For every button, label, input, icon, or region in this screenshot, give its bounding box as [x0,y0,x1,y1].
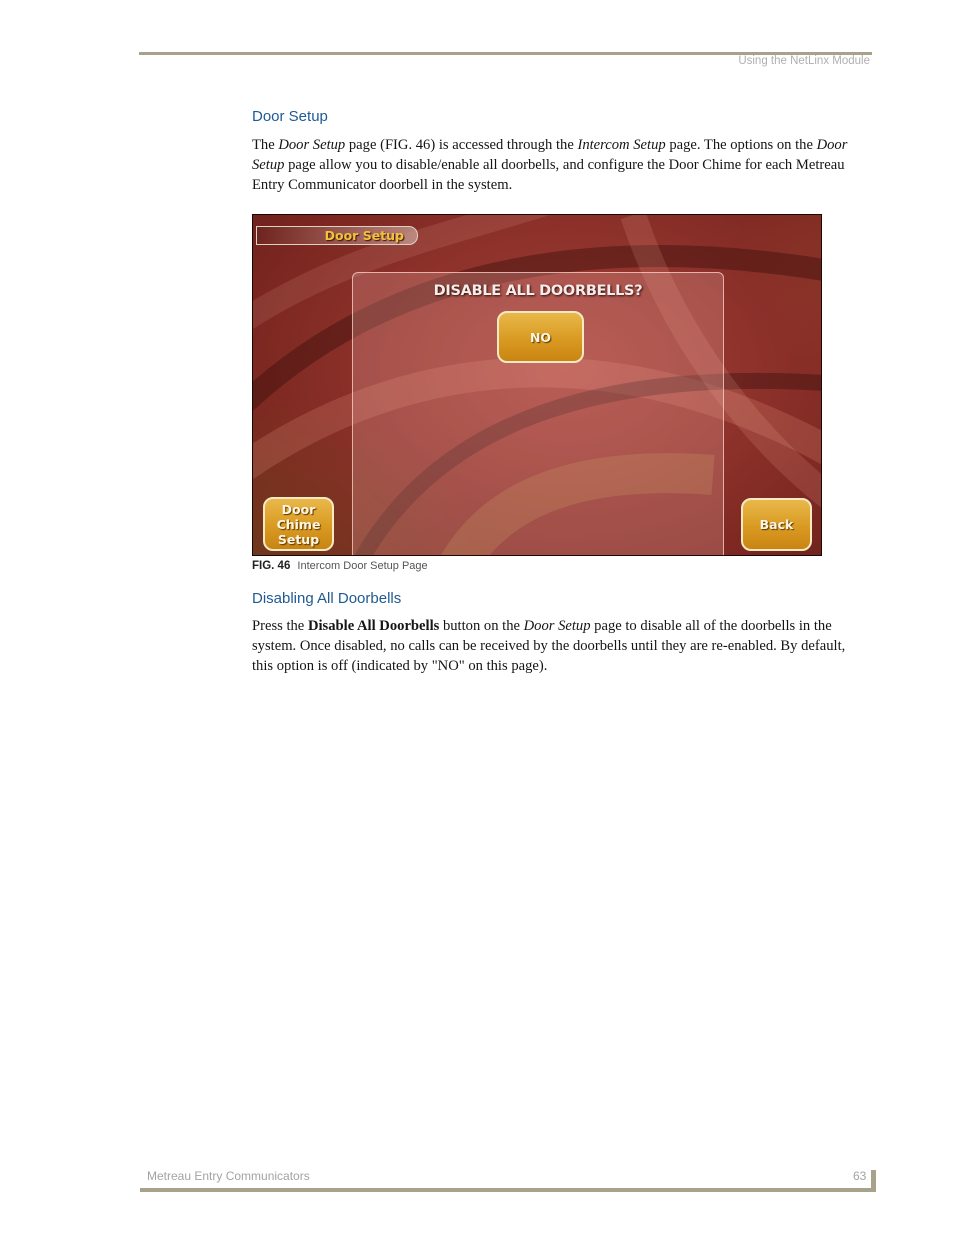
section-heading-door-setup: Door Setup [252,108,328,125]
text-run: page (FIG. 46) is accessed through the [345,137,578,153]
door-setup-screenshot [252,214,822,556]
footer-rule [140,1188,873,1192]
page-title-tab: Door Setup [256,226,418,245]
back-button[interactable]: Back [741,498,812,551]
door-setup-paragraph [252,136,860,195]
footer-product-name: Metreau Entry Communicators [147,1169,310,1183]
text-run: page allow you to disable/enable all doorbells, and configure the Door Chime for each Metreau Entry Communicator doorbell in the system. [252,156,845,193]
running-header: Using the NetLinx Module [738,55,870,67]
figure-caption-text: Intercom Door Setup Page [297,560,428,572]
text-run: page to disable all of the doorbells in the system. Once disabled, no calls can be received by the doorbells until they are re-enabled. By default, this option is off (indicated by "NO" on this page). [252,618,846,674]
text-run: The [252,137,279,153]
page-number: 63 [853,1169,867,1183]
door-chime-setup-button[interactable]: Door Chime Setup [263,497,334,551]
text-run: Door Setup [252,137,848,173]
figure-label: FIG. 46 [252,560,291,572]
text-run: Press the [252,618,308,634]
text-run: Door Setup [523,618,591,634]
text-run: Disable All Doorbells [307,618,440,634]
figure-caption [252,560,428,572]
text-run: Intercom Setup [577,137,666,153]
text-run: button on the [439,618,524,634]
dialog-title: DISABLE ALL DOORBELLS? [433,283,643,299]
text-run: Door Setup [278,137,346,153]
disable-all-doorbells-button[interactable]: NO [497,311,584,363]
text-run: page. The options on the [665,137,817,153]
section-heading-disabling-all-doorbells: Disabling All Doorbells [252,590,402,607]
disabling-doorbells-paragraph [252,617,860,676]
